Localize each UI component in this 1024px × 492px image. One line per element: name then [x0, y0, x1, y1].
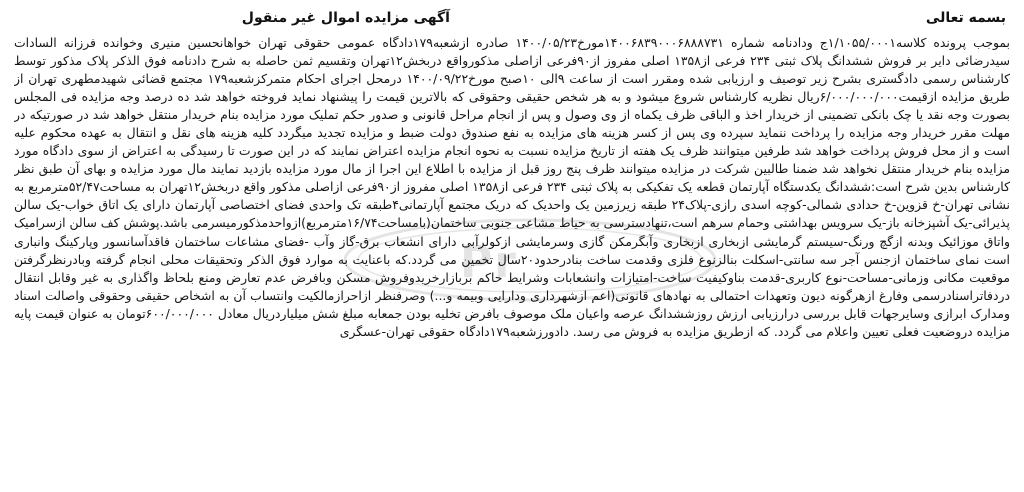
notice-title: آگهی مزایده اموال غیر منقول	[241, 10, 450, 26]
notice-body: بموجب پرونده کلاسه۱/۱۰۵۵/۰۰۰۱ج ودادنامه شماره ۱۴۰۰۶۸۳۹۰۰۰۶۸۸۸۷۳۱مورخ۱۴۰۰/۰۵/۲۳ صادره ازشعبه۱۷۹دادگاه عمومی حقوقی تهران خواهانحسین منیری وخوانده فرزانه السادات سیدرضائی دایر بر فروش ششدانگ پلاک ثبتی ۲۳۴ فرعی از۱۳۵۸ اصلی مفروز از۹۰فرعی ازاصلی مذکورواقع دربخش۱۲تهران وتقسیم ثمن حاصله به شرح دادنامه فوق الذکر پلاک مذکور توسط کارشناس رسمی دادگستری بشرح زیر توصیف و ارزیابی شده ومقرر است از ساعت ۹الی ۱۰صبح مورخ۱۴۰۰/۰۹/۲۲ درمحل اجرای احکام متمرکزشعبه۱۷۹ مجتمع قضائی شهیدمطهری تهران از طریق مزایده ازقیمت۶/۰۰۰/۰۰۰/۰۰۰ریال نظریه کارشناس شروع میشود و به هر شخص حقیقی وحقوقی که بالاترین قیمت را پیشنهاد نماید فروخته خواهد شد ده درصد وجه مزایده فی المجلس بصورت وجه نقد یا چک بانکی تضمینی از خریدار اخذ و الباقی ظرف یکماه از وی وصول و پس از انجام مراحل قانونی و صدور حکم تملیک مورد مزایده بنام خریدار منتقل خواهد شد در صورتیکه در مهلت مقرر خریدار وجه مزایده را پرداخت ننماید سپرده وی پس از کسر هزینه های مزایده به نفع صندوق دولت ضبط و مزایده تجدید میگردد کلیه هزینه های نقل و انتقال به عهده محکوم علیه است و از محل فروش پرداخت خواهد شد طرفین میتوانند ظرف یک هفته از تاریخ مزایده نسبت به نحوه انجام مزایده اعتراض نمایند که در این صورت تا رسیدگی به اعتراض از سوی دادگاه مورد مزایده بنام خریدار منتقل نخواهد شد ضمنا طالبین شرکت در مزایده میتوانند ظرف پنج روز قبل از مزایده با اطلاع این اجرا از مال مورد مزایده بازدید نمایند مال مورد مزایده و بهای آن طبق نظر کارشناس بدین شرح است:ششدانگ یکدستگاه آپارتمان قطعه یک تفکیکی به پلاک ثبتی ۲۳۴ فرعی از۱۳۵۸ اصلی مفروز از۹۰فرعی ازاصلی مذکور واقع دربخش۱۲تهران به مساحت۵۲/۴۷مترمربع به نشانی تهران-خ قزوین-خ حدادی شمالی-کوچه اسدی رازی-پلاک۲۴ طبقه زیرزمین یک واحدیک که دریک مجتمع آپارتمانی۴طبقه تک واحدی فضای اختصاصی آپارتمان دارای یک اتاق خواب-یک سالن پذیرائی-یک آشپزخانه باز-یک سرویس بهداشتی وحمام سرهم است،تنهادسترسی به حیاط مشاعی جنوبی ساختمان(بامساحت۱۶/۷۴مترمربع)ازواحدمذکورمیسرمی باشد.پوشش کف سالن ازسرامیک واتاق موزائیک وبدنه ازگچ ورنگ-سیستم گرمایشی ازبخاری ازبخاری وآبگرمکن گازی وسرمایشی ازکولرآبی دارای انشعاب برق-گاز وآب -فضای مشاعات ساختمان فاقدآسانسور وپارکینگ وانباری است نمای ساختمان ازجنس آجر سه سانتی-اسکلت بنالزنوع فلزی وقدمت ساخت بنادرحدود۲۰سال تخمین می گردد.که باعنایت به موارد فوق الذکر وتحقیقات محلی انجام گرفته وبادرنظرگرفتن موقعیت مکانی وزمانی-مساحت-نوع کاربری-قدمت بناوکیفیت ساخت-امتیازات وانشعابات وشرایط حاکم بربازارخریدوفروش مسکن وبافرض عدم تعارض ومنع بلحاظ واگذاری به غیر وقابل انتقال دردفاتراسنادرسمی وفارغ ازهرگونه دیون وتعهدات احتمالی به نهادهای قانونی(اعم ازشهرداری ودارایی وبیمه و...) وصرفنظر ازاحرازمالکیت وانتساب آن به اشخاص حقیقی وحقوقی واصالت اسناد ومدارک ابرازی وسایرجهات قابل بررسی درارزیابی ارزش روزششدانگ عرصه واعیان ملک موصوف بافرض تخلیه بودن جمعابه مبلغ شش میلیاردریال معادل ۶۰۰/۰۰۰/۰۰۰تومان به عنوان قیمت پایه مزایده دروضعیت فعلی تعیین واعلام می گردد. که ازطریق مزایده به فروش می رسد. دادورزشعبه۱۷۹دادگاه حقوقی تهران-عسگری	[14, 35, 1010, 339]
watermark-text: Pr	[460, 237, 518, 288]
notice-header	[14, 6, 1010, 32]
basmala-heading: بسمه تعالی	[925, 10, 1006, 26]
